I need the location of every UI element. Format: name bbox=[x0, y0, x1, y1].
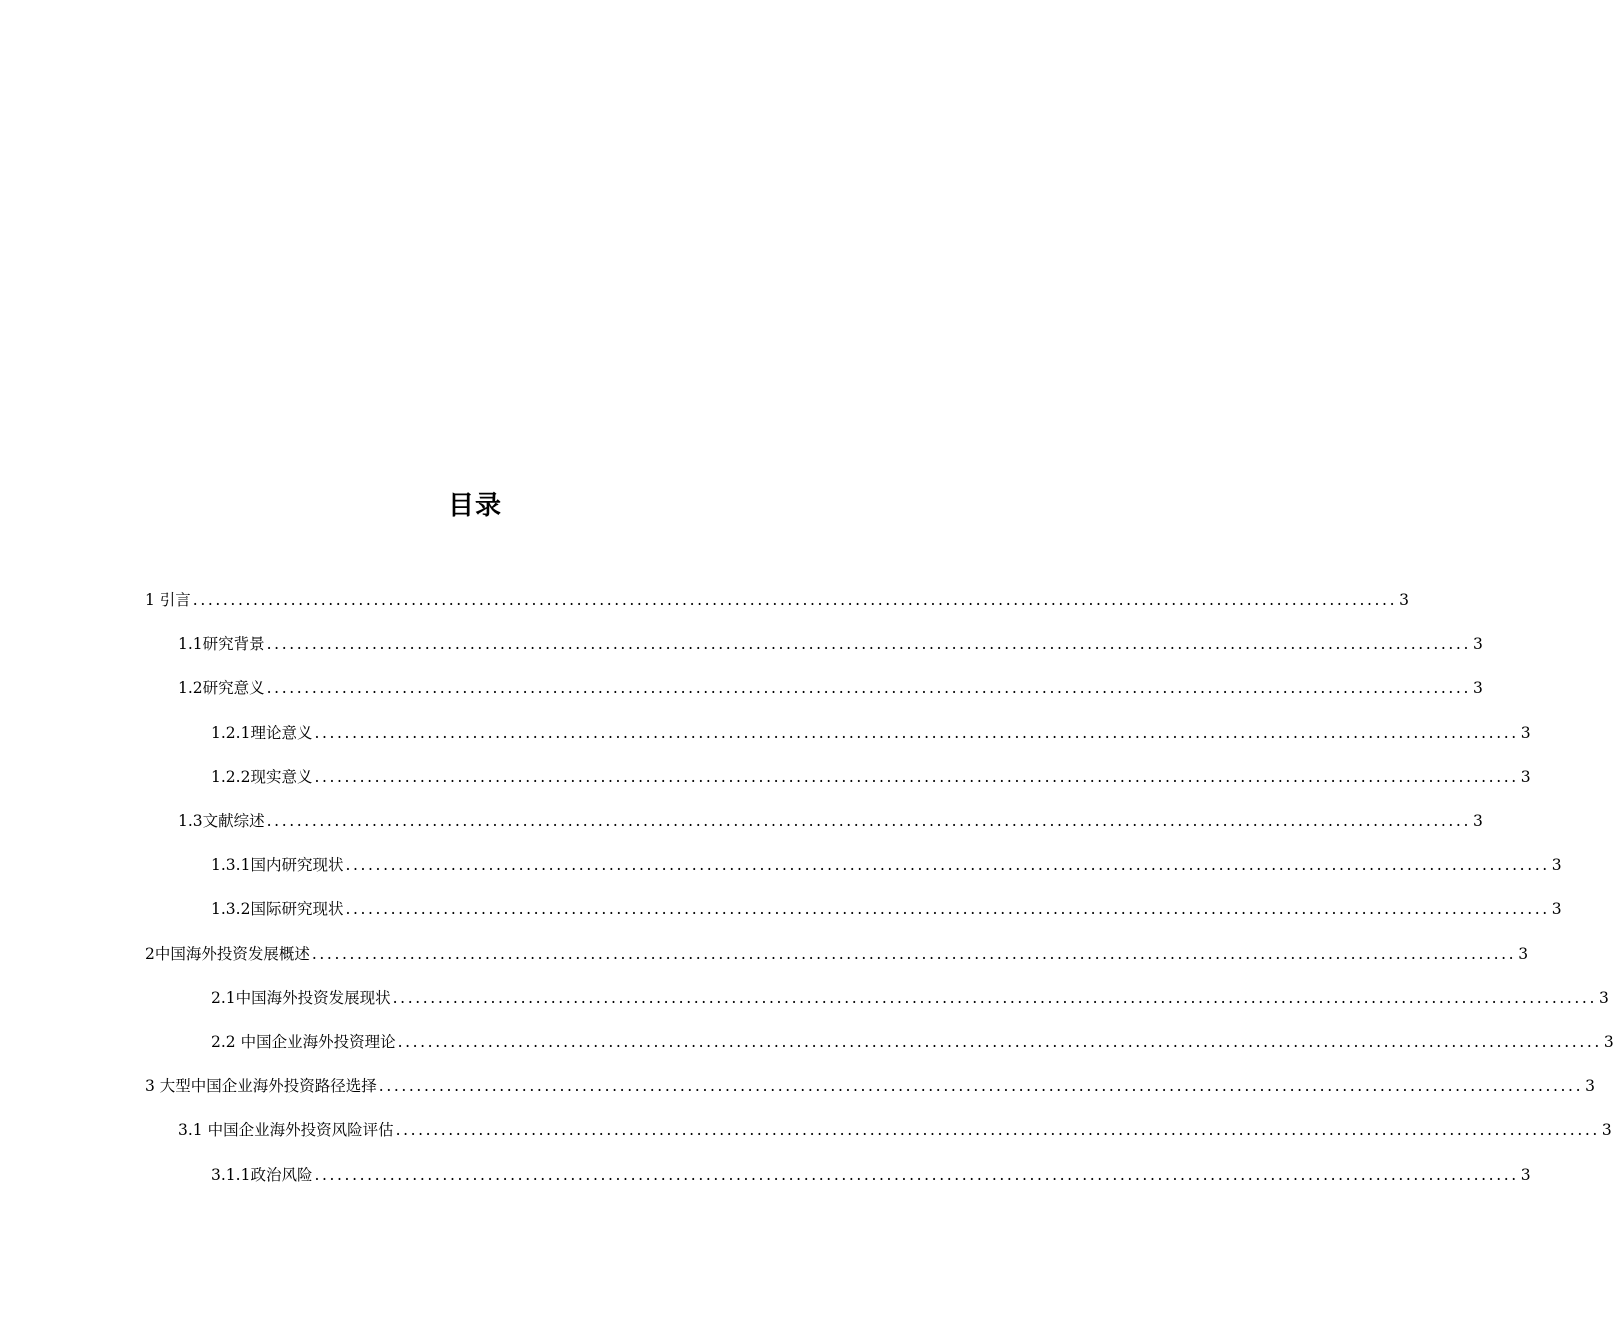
toc-entry-label: 3.1.1政治风险 bbox=[211, 1165, 313, 1184]
toc-page-number: 3 bbox=[1472, 812, 1483, 831]
toc-dot-leader: ................................................................................................................................................................ bbox=[314, 723, 1519, 742]
toc-entry[interactable] bbox=[0, 843, 1562, 887]
toc-entry[interactable] bbox=[0, 1020, 1614, 1064]
toc-entry-label: 1.2.2现实意义 bbox=[211, 767, 313, 786]
toc-entry[interactable] bbox=[0, 976, 1609, 1020]
toc-entry-label: 2.2 中国企业海外投资理论 bbox=[211, 1032, 396, 1051]
toc-dot-leader: ................................................................................................................................................................ bbox=[392, 988, 1597, 1007]
toc-page-number: 3 bbox=[1551, 900, 1562, 919]
toc-title: 目录 bbox=[447, 491, 502, 521]
toc-dot-leader: ................................................................................................................................................................ bbox=[314, 1165, 1519, 1184]
toc-entry-label: 1.3文献综述 bbox=[178, 812, 265, 831]
toc-dot-leader: ................................................................................................................................................................ bbox=[395, 1121, 1600, 1140]
toc-dot-leader: ................................................................................................................................................................ bbox=[378, 1077, 1584, 1096]
toc-entry[interactable] bbox=[0, 666, 1483, 710]
toc-dot-leader: ................................................................................................................................................................ bbox=[314, 767, 1519, 786]
toc-entry[interactable] bbox=[0, 1108, 1612, 1152]
toc-dot-leader: ................................................................................................................................................................ bbox=[311, 944, 1517, 963]
toc-page-number: 3 bbox=[1585, 1077, 1595, 1096]
toc-entry[interactable] bbox=[0, 755, 1531, 799]
toc-page-number: 3 bbox=[1551, 856, 1562, 875]
toc-entry[interactable] bbox=[0, 887, 1562, 931]
toc-entry-label: 3.1 中国企业海外投资风险评估 bbox=[178, 1121, 394, 1140]
toc-dot-leader: ................................................................................................................................................................ bbox=[192, 591, 1398, 610]
toc-list bbox=[0, 578, 1614, 1197]
toc-entry[interactable] bbox=[0, 932, 1529, 976]
toc-entry-label: 2中国海外投资发展概述 bbox=[145, 944, 310, 963]
toc-page-number: 3 bbox=[1520, 1165, 1531, 1184]
toc-entry-label: 1 引言 bbox=[145, 591, 191, 610]
toc-dot-leader: ................................................................................................................................................................ bbox=[345, 856, 1550, 875]
toc-entry[interactable] bbox=[0, 799, 1483, 843]
toc-entry-label: 1.3.1国内研究现状 bbox=[211, 856, 344, 875]
toc-dot-leader: ................................................................................................................................................................ bbox=[397, 1032, 1602, 1051]
toc-dot-leader: ................................................................................................................................................................ bbox=[266, 635, 1471, 654]
toc-page-number: 3 bbox=[1601, 1121, 1612, 1140]
toc-entry-label: 2.1中国海外投资发展现状 bbox=[211, 988, 391, 1007]
toc-entry-label: 1.2.1理论意义 bbox=[211, 723, 313, 742]
toc-entry[interactable] bbox=[0, 1064, 1595, 1108]
toc-dot-leader: ................................................................................................................................................................ bbox=[266, 812, 1471, 831]
toc-page-number: 3 bbox=[1598, 988, 1609, 1007]
toc-page-number: 3 bbox=[1399, 591, 1409, 610]
toc-entry-label: 1.3.2国际研究现状 bbox=[211, 900, 344, 919]
toc-entry[interactable] bbox=[0, 1152, 1531, 1196]
toc-entry-label: 3 大型中国企业海外投资路径选择 bbox=[145, 1077, 377, 1096]
toc-page-number: 3 bbox=[1472, 679, 1483, 698]
toc-entry[interactable] bbox=[0, 578, 1409, 622]
toc-dot-leader: ................................................................................................................................................................ bbox=[345, 900, 1550, 919]
toc-dot-leader: ................................................................................................................................................................ bbox=[266, 679, 1471, 698]
toc-page-number: 3 bbox=[1472, 635, 1483, 654]
toc-page-number: 3 bbox=[1520, 723, 1531, 742]
toc-entry-label: 1.1研究背景 bbox=[178, 635, 265, 654]
toc-page-number: 3 bbox=[1518, 944, 1529, 963]
toc-entry[interactable] bbox=[0, 711, 1531, 755]
toc-entry-label: 1.2研究意义 bbox=[178, 679, 265, 698]
toc-page-number: 3 bbox=[1520, 767, 1531, 786]
toc-page-number: 3 bbox=[1603, 1032, 1614, 1051]
toc-entry[interactable] bbox=[0, 622, 1483, 666]
